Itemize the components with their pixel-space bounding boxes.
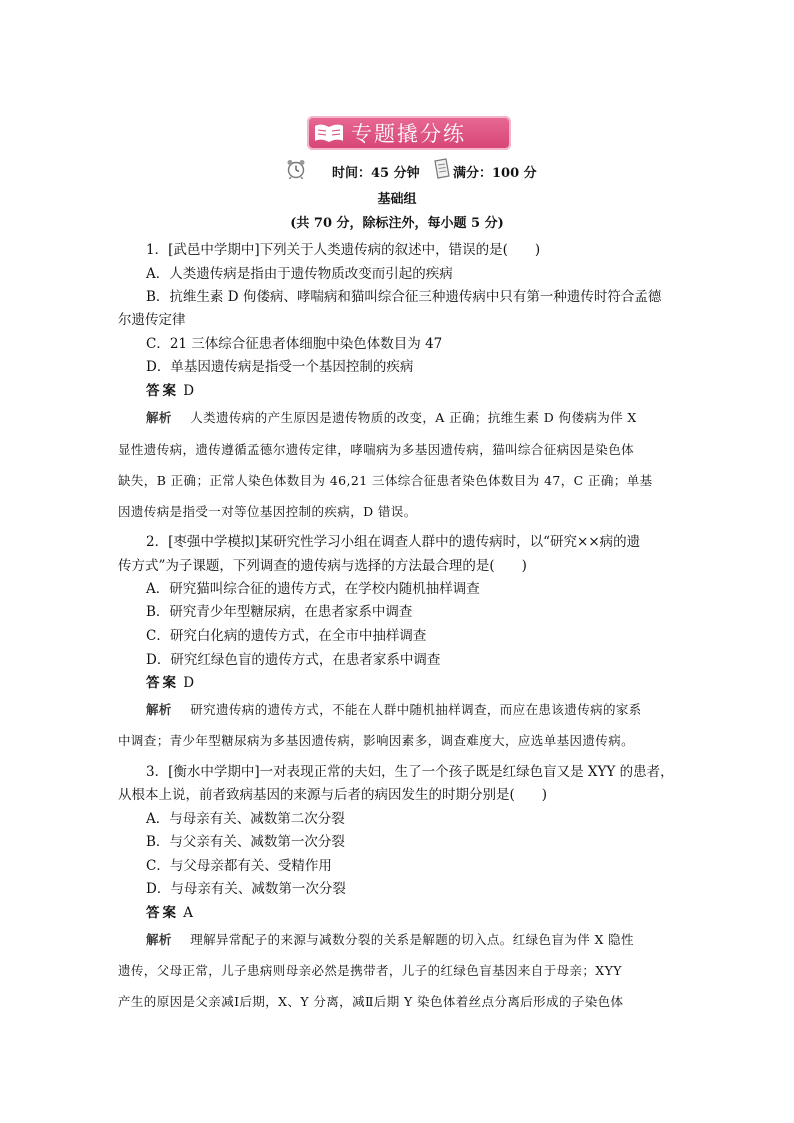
analysis-text: 研究遗传病的遗传方式，不能在人群中随机抽样调查，而应在患该遗传病的家系 (190, 702, 642, 717)
exam-full-score: 满分：100 分 (453, 166, 537, 181)
analysis-row (146, 931, 634, 949)
section-title: 基础组 (377, 192, 417, 207)
analysis-text: 因遗传病是指受一对等位基因控制的疾病，D 错误。 (118, 504, 417, 519)
analysis-row (146, 409, 637, 427)
answer-value: A (183, 905, 194, 921)
answer-label: 答案 (146, 675, 179, 691)
question-option: B．抗维生素 D 佝偻病、哮喘病和猫叫综合征三种遗传病中只有第一种遗传时符合孟德 (146, 289, 662, 305)
section-note: (共 70 分，除标注外，每小题 5 分) (290, 216, 504, 231)
question-option: B．研究青少年型糖尿病，在患者家系中调查 (146, 604, 413, 620)
analysis-row (146, 701, 642, 719)
analysis-text: 显性遗传病，遗传遵循孟德尔遗传定律，哮喘病为多基因遗传病，猫叫综合征病因是染色体 (118, 442, 635, 457)
answer-value: D (183, 675, 195, 691)
section-banner (307, 116, 511, 150)
analysis-text: 产生的原因是父亲减Ⅰ后期，X、Y 分离，减Ⅱ后期 Y 染色体着丝点分离后形成的子染色体 (118, 994, 624, 1009)
question-option: 尔遗传定律 (118, 312, 186, 328)
analysis-text: 人类遗传病的产生原因是遗传物质的改变，A 正确；抗维生素 D 佝偻病为伴 X (190, 410, 637, 425)
answer-value: D (183, 383, 195, 399)
answer-row (146, 904, 193, 922)
question-stem: 从根本上说，前者致病基因的来源与后者的病因发生的时期分别是( ) (118, 787, 548, 803)
question-option: C．21 三体综合征患者体细胞中染色体数目为 47 (146, 336, 443, 352)
open-book-icon (307, 116, 351, 150)
analysis-label: 解析 (146, 932, 172, 947)
analysis-label: 解析 (146, 702, 172, 717)
answer-label: 答案 (146, 905, 179, 921)
exam-time: 时间：45 分钟 (332, 166, 420, 181)
exam-meta (0, 160, 794, 182)
banner-title: 专题撬分练 (351, 122, 466, 146)
question-option: D．与母亲有关、减数第一次分裂 (146, 881, 346, 897)
analysis-text: 缺失，B 正确；正常人染色体数目为 46,21 三体综合征患者染色体数目为 47，C 正确；单基 (118, 473, 653, 488)
analysis-text: 理解异常配子的来源与减数分裂的关系是解题的切入点。红绿色盲为伴 X 隐性 (190, 932, 634, 947)
question-option: C．与父母亲都有关、受精作用 (146, 858, 332, 874)
answer-row (146, 382, 194, 400)
question-stem: 传方式”为子课题，下列调查的遗传病与选择的方法最合理的是( ) (118, 558, 527, 574)
alarm-clock-icon (285, 158, 307, 184)
answer-label: 答案 (146, 383, 179, 399)
question-option: A．与母亲有关、减数第二次分裂 (146, 811, 345, 827)
score-paper-icon (432, 158, 452, 184)
analysis-label: 解析 (146, 410, 172, 425)
question-option: C．研究白化病的遗传方式，在全市中抽样调查 (146, 628, 427, 644)
answer-row (146, 674, 194, 692)
question-stem: 3．[衡水中学期中]一对表现正常的夫妇，生了一个孩子既是红绿色盲又是 XYY 的患者， (146, 764, 674, 780)
question-option: D．单基因遗传病是指受一个基因控制的疾病 (146, 359, 414, 375)
analysis-text: 中调查；青少年型糖尿病为多基因遗传病，影响因素多，调查难度大，应选单基因遗传病。 (118, 733, 635, 748)
question-option: D．研究红绿色盲的遗传方式，在患者家系中调查 (146, 652, 441, 668)
question-option: A．人类遗传病是指由于遗传物质改变而引起的疾病 (146, 266, 453, 282)
question-stem: 2．[枣强中学模拟]某研究性学习小组在调查人群中的遗传病时，以“研究××病的遗 (146, 534, 641, 550)
question-option: B．与父亲有关、减数第一次分裂 (146, 834, 345, 850)
question-stem: 1．[武邑中学期中]下列关于人类遗传病的叙述中，错误的是( ) (146, 242, 541, 258)
analysis-text: 遗传，父母正常，儿子患病则母亲必然是携带者，儿子的红绿色盲基因来自于母亲；XYY (118, 963, 622, 978)
question-option: A．研究猫叫综合征的遗传方式，在学校内随机抽样调查 (146, 581, 480, 597)
